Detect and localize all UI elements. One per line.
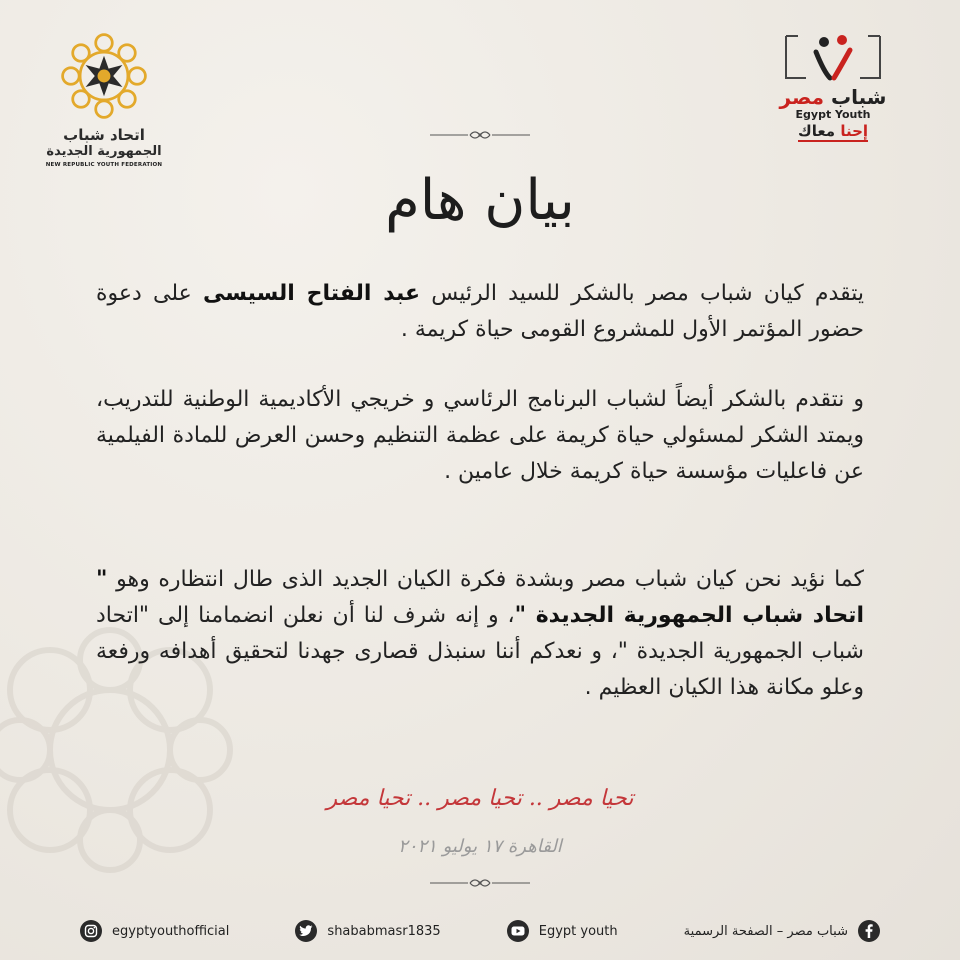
paragraph3-text-start: كما نؤيد نحن كيان شباب مصر وبشدة فكرة الكيان الجديد الذى طال انتظاره وهو (107, 567, 864, 592)
youtube-link[interactable] (507, 920, 618, 942)
long-live-egypt: تحيا مصر .. تحيا مصر .. تحيا مصر (326, 786, 634, 811)
instagram-handle: egyptyouthofficial (112, 923, 230, 939)
egypt-youth-icon (778, 28, 888, 86)
paragraph-thanks-program: و نتقدم بالشكر أيضاً لشباب البرنامج الرئاسي و خريجي الأكاديمية الوطنية للتدريب، ويمتد الشكر لمسئولي حياة كريمة على عظمة التنظيم وحسن العرض للمادة الفيلمية عن فاعليات مؤسسة حياة كريمة خلال عامين . (96, 387, 864, 484)
egypt-youth-slogan (798, 122, 868, 142)
egypt-youth-logo (778, 28, 888, 142)
instagram-icon (80, 920, 102, 942)
name-part2: مصر (779, 85, 825, 109)
paragraph-support-federation (96, 562, 864, 706)
facebook-link[interactable] (684, 920, 880, 942)
federation-name-line2: الجمهورية الجديدة (46, 144, 162, 159)
youtube-channel: Egypt youth (538, 923, 618, 939)
social-footer (80, 914, 880, 948)
egypt-youth-arabic-name (778, 86, 888, 108)
slogan-part2: معاك (797, 122, 836, 140)
instagram-link[interactable] (80, 920, 229, 942)
bottom-divider-ornament-icon (430, 876, 530, 890)
paragraph1-text-end: على دعوة حضور المؤتمر الأول للمشروع القومى حياة كريمة . (96, 281, 864, 342)
youtube-icon (507, 920, 529, 942)
twitter-handle: shababmasr1835 (327, 923, 441, 939)
name-part1: شباب (831, 85, 887, 109)
federation-name-line1: اتحاد شباب (63, 126, 145, 144)
facebook-icon (858, 920, 880, 942)
twitter-link[interactable] (295, 920, 440, 942)
egypt-youth-english-name: Egypt Youth (795, 108, 871, 121)
federation-logo (44, 30, 164, 168)
facebook-page-name: شباب مصر – الصفحة الرسمية (683, 923, 848, 939)
paragraph1-text-start: يتقدم كيان شباب مصر بالشكر للسيد الرئيس (420, 281, 864, 306)
place-date: القاهرة ١٧ يوليو ٢٠٢١ (398, 836, 562, 857)
federation-name-bold: " اتحاد شباب الجمهورية الجديدة " (96, 567, 864, 628)
page-title: بيان هام (385, 168, 575, 233)
slogan-part1: إحنا (840, 122, 869, 140)
paragraph3-text-end: ، و إنه شرف لنا أن نعلن انضمامنا إلى "اتحاد شباب الجمهورية الجديدة "، و نعدكم أننا سنبذل قصارى جهدنا لتحقيق أهدافه ورفعة وعلو مكانة هذا الكيان العظيم . (96, 603, 864, 700)
paragraph-thanks-president (96, 276, 864, 348)
twitter-icon (295, 920, 317, 942)
federation-english-name: NEW REPUBLIC YOUTH FEDERATION (45, 162, 163, 168)
federation-star-icon (58, 30, 150, 122)
president-name: عبد الفتاح السيسى (202, 281, 420, 306)
top-divider-ornament-icon (430, 128, 530, 142)
